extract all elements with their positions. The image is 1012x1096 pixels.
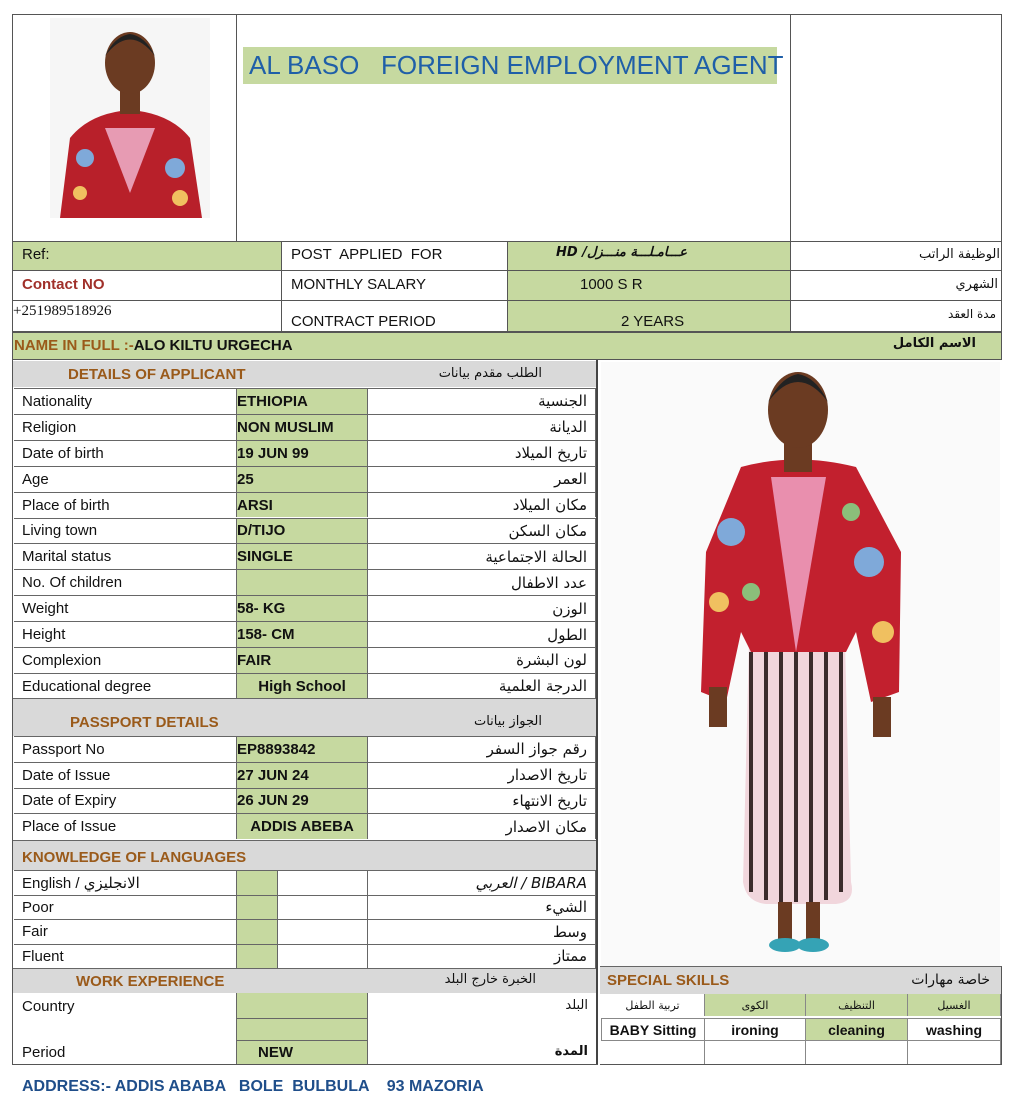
row-value: High School [237, 673, 368, 699]
skills-header-label: SPECIAL SKILLS [607, 972, 730, 989]
row-label: Weight [14, 595, 237, 621]
language-row [14, 895, 596, 920]
work-header-label: WORK EXPERIENCE [76, 973, 225, 990]
language-label: Fair [14, 919, 237, 944]
table-row [14, 673, 596, 699]
row-value: EP8893842 [237, 736, 368, 762]
skill-blank-1 [705, 1040, 806, 1064]
row-label: Educational degree [14, 673, 237, 699]
row-ar: لون البشرة [368, 647, 596, 673]
row-ar: تاريخ الميلاد [368, 440, 596, 466]
row-value: NON MUSLIM [237, 414, 368, 440]
post-value: HD /عـــامـلـــة منـــزل [556, 245, 688, 260]
skill-item-0: BABY Sitting [601, 1018, 705, 1040]
language-cell-a [237, 870, 278, 895]
table-row [14, 736, 596, 762]
work-header-ar: الخبرة خارج البلد [444, 972, 536, 987]
row-ar: تاريخ الانتهاء [368, 788, 596, 814]
table-row [14, 762, 596, 788]
row-label: Height [14, 621, 237, 647]
table-row [14, 466, 596, 492]
agency-title: AL BASO FOREIGN EMPLOYMENT AGENT [243, 47, 777, 84]
applicant-photo-small [50, 18, 210, 218]
skill-ar-0: تربية الطفل [601, 994, 705, 1016]
row-ar: عدد الاطفال [368, 569, 596, 595]
row-label: Religion [14, 414, 237, 440]
table-row [14, 595, 596, 621]
skill-item-2: cleaning [806, 1018, 908, 1040]
table-row [14, 543, 596, 569]
row-ar: الحالة الاجتماعية [368, 543, 596, 569]
row-label: Place of Issue [14, 813, 237, 839]
contract-label: CONTRACT PERIOD [291, 313, 436, 330]
name-value: ALO KILTU URGECHA [133, 337, 293, 354]
language-cell-b [278, 919, 368, 944]
table-row [14, 518, 596, 544]
skill-blank-0 [601, 1040, 705, 1064]
ref-label: Ref: [22, 246, 50, 263]
skill-ar-2: التنظيف [806, 994, 908, 1016]
row-ar: مكان الميلاد [368, 492, 596, 518]
row-value: 25 [237, 466, 368, 492]
language-ar: ممتاز [368, 944, 596, 969]
salary-ar: الشهري [955, 277, 998, 292]
language-cell-b [278, 944, 368, 969]
languages-header-label: KNOWLEDGE OF LANGUAGES [22, 849, 247, 866]
table-row [14, 788, 596, 814]
work-period-label: Period [22, 1044, 66, 1061]
row-ar: رقم جواز السفر [368, 736, 596, 762]
table-row [14, 621, 596, 647]
contract-value: 2 YEARS [621, 313, 685, 330]
skill-blank-2 [806, 1040, 908, 1064]
table-row [14, 647, 596, 673]
table-row [14, 569, 596, 595]
row-value: 158- CM [237, 621, 368, 647]
name-label: NAME IN FULL :- [14, 337, 134, 354]
row-label: Passport No [14, 736, 237, 762]
address: ADDRESS:- ADDIS ABABA BOLE BULBULA 93 MAZORIA [22, 1078, 484, 1095]
applicant-header-label: DETAILS OF APPLICANT [68, 366, 246, 383]
row-ar: الجنسية [368, 388, 596, 414]
table-row [14, 813, 596, 839]
row-value: ETHIOPIA [237, 388, 368, 414]
row-value [237, 569, 368, 595]
row-ar: الوزن [368, 595, 596, 621]
row-label: Place of birth [14, 492, 237, 518]
row-label: Date of Issue [14, 762, 237, 788]
language-label: Poor [14, 895, 237, 920]
row-ar: الطول [368, 621, 596, 647]
language-ar: وسط [368, 919, 596, 944]
name-ar: الاسم الكامل [892, 336, 976, 351]
language-label: Fluent [14, 944, 237, 969]
row-label: Date of Expiry [14, 788, 237, 814]
row-ar: تاريخ الاصدار [368, 762, 596, 788]
post-ar: الوظيفة الراتب [919, 247, 1000, 262]
salary-value: 1000 S R [580, 276, 643, 293]
skill-blank-3 [908, 1040, 1001, 1064]
language-row [14, 870, 596, 895]
salary-label: MONTHLY SALARY [291, 276, 427, 293]
row-ar: الدرجة العلمية [368, 673, 596, 699]
passport-header-ar: الجواز بيانات [473, 714, 542, 729]
language-cell-b [278, 870, 368, 895]
post-label: POST APPLIED FOR [291, 246, 443, 263]
skills-header-ar: خاصة مهارات [911, 972, 990, 988]
table-row [14, 492, 596, 518]
work-period-ar: المدة [554, 1044, 588, 1059]
skill-item-1: ironing [705, 1018, 806, 1040]
language-cell-a [237, 919, 278, 944]
row-value: FAIR [237, 647, 368, 673]
language-ar: BIBARA / العربي [368, 870, 596, 895]
row-label: Age [14, 466, 237, 492]
row-ar: العمر [368, 466, 596, 492]
applicant-header-ar: الطلب مقدم بيانات [438, 366, 542, 381]
language-label: English / الانجليزي [14, 870, 237, 895]
work-country-ar: البلد [565, 998, 588, 1013]
row-label: Date of birth [14, 440, 237, 466]
row-ar: الديانة [368, 414, 596, 440]
language-ar: الشيء [368, 895, 596, 920]
skill-ar-1: الكوى [705, 994, 806, 1016]
row-value: 58- KG [237, 595, 368, 621]
row-ar: مكان الاصدار [368, 813, 596, 839]
language-cell-a [237, 895, 278, 920]
row-value: 26 JUN 29 [237, 788, 368, 814]
work-period-value: NEW [258, 1044, 293, 1061]
row-label: Living town [14, 518, 237, 544]
table-row [14, 440, 596, 466]
row-label: No. Of children [14, 569, 237, 595]
row-label: Marital status [14, 543, 237, 569]
row-ar: مكان السكن [368, 518, 596, 544]
applicant-photo-full [601, 362, 1000, 966]
language-row [14, 944, 596, 969]
row-value: D/TIJO [237, 518, 368, 544]
row-label: Complexion [14, 647, 237, 673]
row-value: ADDIS ABEBA [237, 813, 368, 839]
contact-value: +251989518926 [13, 303, 112, 319]
language-row [14, 919, 596, 944]
passport-header-label: PASSPORT DETAILS [70, 714, 219, 731]
language-cell-a [237, 944, 278, 969]
row-value: 27 JUN 24 [237, 762, 368, 788]
row-value: SINGLE [237, 543, 368, 569]
skill-item-3: washing [908, 1018, 1001, 1040]
table-row [14, 388, 596, 414]
row-label: Nationality [14, 388, 237, 414]
work-country-label: Country [22, 998, 75, 1015]
row-value: 19 JUN 99 [237, 440, 368, 466]
table-row [14, 414, 596, 440]
contact-label: Contact NO [22, 276, 105, 293]
language-cell-b [278, 895, 368, 920]
skill-ar-3: الغسيل [908, 994, 1001, 1016]
contract-ar: مدة العقد [948, 307, 996, 321]
row-value: ARSI [237, 492, 368, 518]
